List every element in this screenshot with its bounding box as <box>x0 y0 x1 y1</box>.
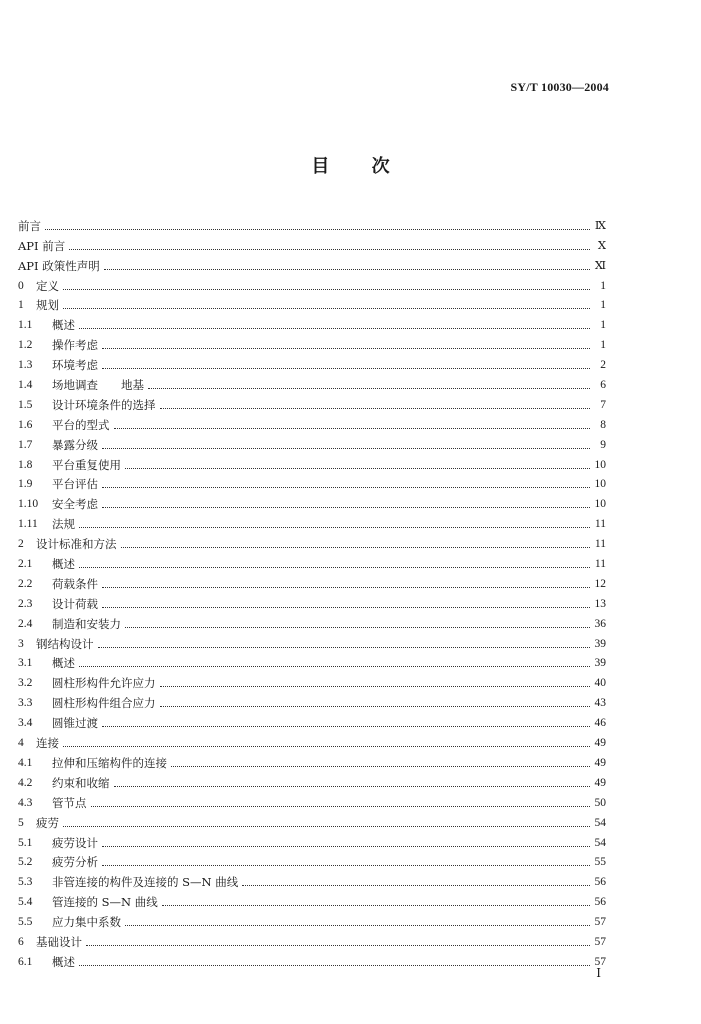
toc-entry-number: 1.6 <box>18 418 33 431</box>
toc-entry-page: 46 <box>594 717 606 730</box>
toc-entry-page: 54 <box>594 836 606 849</box>
toc-entry-label: 约束和收缩 <box>52 775 110 790</box>
toc-entry-label: 基础设计 <box>36 934 82 949</box>
toc-entry-page: 11 <box>594 518 606 531</box>
toc-entry-page: 7 <box>600 398 606 411</box>
toc-entry-number: 5.3 <box>18 876 33 889</box>
toc-entry-number: 1 <box>18 299 24 312</box>
toc-leader-dots <box>102 587 590 588</box>
toc-leader-dots <box>114 786 591 787</box>
toc-leader-dots <box>160 408 591 409</box>
toc-entry-label: 操作考虑 <box>52 338 98 353</box>
toc-entry-label: 设计环境条件的选择 <box>52 397 156 412</box>
toc-entry-label: 概述 <box>52 656 75 671</box>
toc-entry-page: 40 <box>594 677 606 690</box>
toc-entry-number: 3 <box>18 637 24 650</box>
toc-leader-dots <box>125 925 590 926</box>
toc-leader-dots <box>148 388 590 389</box>
toc-entry-page: 2 <box>600 359 606 372</box>
toc-entry-page: 49 <box>594 776 606 789</box>
toc-entry-label: 平台重复使用 <box>52 457 121 472</box>
toc-leader-dots <box>104 269 590 270</box>
toc-entry[interactable] <box>18 472 606 492</box>
toc-entry-label: 圆柱形构件组合应力 <box>52 696 156 711</box>
toc-entry-page: 6 <box>600 379 606 392</box>
toc-entry-label: 制造和安装力 <box>52 616 121 631</box>
toc-entry-number: 1.9 <box>18 478 33 491</box>
toc-entry-label: 概述 <box>52 557 75 572</box>
toc-entry-label: 应力集中系数 <box>52 915 121 930</box>
toc-entry-page: 10 <box>594 458 606 471</box>
toc-entry-number: 4.1 <box>18 756 33 769</box>
toc-entry-label: 非管连接的构件及连接的 S—N 曲线 <box>52 875 239 890</box>
toc-entry[interactable] <box>18 511 606 531</box>
toc-leader-dots <box>102 865 590 866</box>
page-title <box>0 152 701 178</box>
toc-leader-dots <box>102 368 590 369</box>
toc-entry[interactable] <box>18 591 606 611</box>
toc-entry-page: 8 <box>600 418 606 431</box>
toc-entry-number: 2.3 <box>18 597 33 610</box>
toc-entry-page: 1 <box>600 339 606 352</box>
toc-entry-page: 39 <box>594 657 606 670</box>
toc-entry-label: 规划 <box>36 298 59 313</box>
toc-entry[interactable] <box>18 312 606 332</box>
toc-leader-dots <box>69 249 590 250</box>
toc-entry-number: 1.10 <box>18 498 39 511</box>
toc-entry-number: 1.1 <box>18 319 33 332</box>
toc-leader-dots <box>79 567 590 568</box>
toc-entry-label: 环境考虑 <box>52 358 98 373</box>
toc-entry-label: 暴露分级 <box>52 437 98 452</box>
toc-entry-number: 3.1 <box>18 657 33 670</box>
toc-entry[interactable] <box>18 571 606 591</box>
toc-entry[interactable] <box>18 750 606 770</box>
toc-entry[interactable] <box>18 710 606 730</box>
toc-entry-page: 13 <box>594 597 606 610</box>
toc-entry[interactable] <box>18 332 606 352</box>
toc-entry-label: 荷载条件 <box>52 576 98 591</box>
toc-entry[interactable] <box>18 909 606 929</box>
toc-entry-page: 36 <box>594 617 606 630</box>
toc-entry-page: 11 <box>594 558 606 571</box>
toc-entry-label: 疲劳设计 <box>52 835 98 850</box>
toc-entry-number: 1.4 <box>18 379 33 392</box>
toc-entry-number: 5.1 <box>18 836 33 849</box>
toc-leader-dots <box>63 289 590 290</box>
toc-entry[interactable] <box>18 352 606 372</box>
toc-entry-page: 57 <box>594 955 606 968</box>
toc-entry-page: 56 <box>594 896 606 909</box>
toc-entry-label: 拉伸和压缩构件的连接 <box>52 755 167 770</box>
toc-entry-number: 3.3 <box>18 697 33 710</box>
toc-entry-label: 前言 <box>18 218 41 233</box>
toc-entry[interactable] <box>18 850 606 870</box>
toc-entry[interactable] <box>18 253 606 273</box>
toc-entry-label: 设计标准和方法 <box>36 537 117 552</box>
toc-leader-dots <box>63 308 590 309</box>
toc-entry-page: 56 <box>594 876 606 889</box>
toc-entry[interactable] <box>18 889 606 909</box>
toc-entry-label: 管节点 <box>52 795 87 810</box>
toc-entry-number: 1.7 <box>18 438 33 451</box>
toc-entry-number: 2 <box>18 538 24 551</box>
toc-entry-number: 1.8 <box>18 458 33 471</box>
toc-entry-number: 3.4 <box>18 717 33 730</box>
toc-entry-label: 场地调查 地基 <box>52 378 144 393</box>
toc-entry-label: API 政策性声明 <box>18 258 100 273</box>
toc-entry-number: 6.1 <box>18 955 33 968</box>
toc-entry-page: Ⅸ <box>594 219 606 232</box>
toc-entry-number: 2.4 <box>18 617 33 630</box>
toc-entry[interactable] <box>18 611 606 631</box>
toc-entry[interactable] <box>18 273 606 293</box>
toc-entry-label: 设计荷载 <box>52 596 98 611</box>
toc-entry[interactable] <box>18 551 606 571</box>
toc-entry-label: 安全考虑 <box>52 497 98 512</box>
toc-entry-number: 2.2 <box>18 577 33 590</box>
toc-entry-page: 1 <box>600 319 606 332</box>
toc-entry-label: 圆锥过渡 <box>52 716 98 731</box>
toc-entry[interactable] <box>18 810 606 830</box>
table-of-contents <box>18 213 606 969</box>
toc-entry-number: 3.2 <box>18 677 33 690</box>
toc-leader-dots <box>63 826 590 827</box>
toc-leader-dots <box>98 647 591 648</box>
toc-leader-dots <box>86 945 590 946</box>
toc-entry-page: 11 <box>594 538 606 551</box>
toc-entry-page: 49 <box>594 756 606 769</box>
toc-leader-dots <box>79 666 590 667</box>
toc-entry[interactable] <box>18 412 606 432</box>
toc-entry-page: 10 <box>594 478 606 491</box>
toc-leader-dots <box>63 746 590 747</box>
toc-entry-number: 2.1 <box>18 558 33 571</box>
toc-entry-page: 50 <box>594 796 606 809</box>
toc-entry-label: 法规 <box>52 517 75 532</box>
toc-entry-page: 54 <box>594 816 606 829</box>
toc-leader-dots <box>102 507 590 508</box>
standard-code: SY/T 10030—2004 <box>510 80 609 94</box>
toc-entry-label: 疲劳分析 <box>52 855 98 870</box>
toc-entry-label: 钢结构设计 <box>36 636 94 651</box>
toc-entry[interactable] <box>18 770 606 790</box>
toc-entry-label: 概述 <box>52 954 75 969</box>
toc-entry[interactable] <box>18 491 606 511</box>
toc-entry[interactable] <box>18 869 606 889</box>
toc-entry-page: 57 <box>594 916 606 929</box>
toc-entry[interactable] <box>18 949 606 969</box>
toc-leader-dots <box>102 348 590 349</box>
toc-entry[interactable] <box>18 830 606 850</box>
toc-entry-page: 1 <box>600 279 606 292</box>
toc-entry[interactable] <box>18 372 606 392</box>
toc-entry-label: 圆柱形构件允许应力 <box>52 676 156 691</box>
toc-leader-dots <box>162 905 590 906</box>
toc-entry-number: 5.4 <box>18 896 33 909</box>
page-title-char-2: 次 <box>371 156 390 177</box>
toc-entry-label: 平台评估 <box>52 477 98 492</box>
toc-entry-page: 43 <box>594 697 606 710</box>
toc-entry-number: 1.11 <box>18 518 38 531</box>
toc-leader-dots <box>79 965 590 966</box>
toc-leader-dots <box>171 766 590 767</box>
toc-leader-dots <box>102 846 590 847</box>
toc-entry[interactable] <box>18 432 606 452</box>
toc-entry-number: 4 <box>18 737 24 750</box>
toc-leader-dots <box>102 607 590 608</box>
toc-entry-page: 1 <box>600 299 606 312</box>
toc-entry[interactable] <box>18 392 606 412</box>
toc-leader-dots <box>45 229 590 230</box>
toc-entry-label: API 前言 <box>18 238 66 253</box>
toc-entry-page: Ⅺ <box>594 259 606 272</box>
toc-leader-dots <box>114 428 591 429</box>
toc-entry-number: 0 <box>18 279 24 292</box>
toc-entry[interactable] <box>18 651 606 671</box>
toc-leader-dots <box>91 806 591 807</box>
toc-entry-number: 4.2 <box>18 776 33 789</box>
toc-entry[interactable] <box>18 233 606 253</box>
toc-entry-page: 55 <box>594 856 606 869</box>
toc-entry[interactable] <box>18 730 606 750</box>
toc-entry[interactable] <box>18 929 606 949</box>
toc-entry-page: 9 <box>600 438 606 451</box>
toc-entry-number: 1.3 <box>18 359 33 372</box>
toc-entry-page: 57 <box>594 935 606 948</box>
toc-entry[interactable] <box>18 293 606 313</box>
toc-entry-number: 5.2 <box>18 856 33 869</box>
toc-leader-dots <box>125 468 590 469</box>
page-title-char-1: 目 <box>311 156 330 177</box>
toc-entry[interactable] <box>18 452 606 472</box>
toc-entry-number: 1.2 <box>18 339 33 352</box>
toc-leader-dots <box>79 527 590 528</box>
toc-leader-dots <box>121 547 591 548</box>
toc-entry-label: 疲劳 <box>36 815 59 830</box>
toc-entry[interactable] <box>18 790 606 810</box>
toc-entry[interactable] <box>18 670 606 690</box>
toc-leader-dots <box>102 487 590 488</box>
toc-entry-number: 1.5 <box>18 398 33 411</box>
toc-entry-page: 12 <box>594 577 606 590</box>
toc-entry[interactable] <box>18 531 606 551</box>
toc-entry-page: 39 <box>594 637 606 650</box>
toc-entry[interactable] <box>18 690 606 710</box>
toc-entry-page: 10 <box>594 498 606 511</box>
toc-leader-dots <box>102 726 590 727</box>
toc-entry-label: 概述 <box>52 318 75 333</box>
page-number: Ⅰ <box>596 966 601 980</box>
toc-entry-number: 5.5 <box>18 916 33 929</box>
toc-leader-dots <box>160 706 591 707</box>
toc-entry-page: 49 <box>594 737 606 750</box>
toc-entry-page: Ⅹ <box>597 239 606 252</box>
toc-entry-label: 连接 <box>36 736 59 751</box>
toc-entry-label: 定义 <box>36 278 59 293</box>
toc-leader-dots <box>242 885 590 886</box>
toc-entry-number: 6 <box>18 935 24 948</box>
toc-leader-dots <box>125 627 590 628</box>
toc-leader-dots <box>160 686 591 687</box>
toc-entry-label: 管连接的 S—N 曲线 <box>52 895 158 910</box>
toc-entry-label: 平台的型式 <box>52 417 110 432</box>
toc-entry[interactable] <box>18 213 606 233</box>
toc-entry-number: 4.3 <box>18 796 33 809</box>
toc-entry[interactable] <box>18 631 606 651</box>
toc-entry-number: 5 <box>18 816 24 829</box>
toc-leader-dots <box>102 448 590 449</box>
toc-leader-dots <box>79 328 590 329</box>
